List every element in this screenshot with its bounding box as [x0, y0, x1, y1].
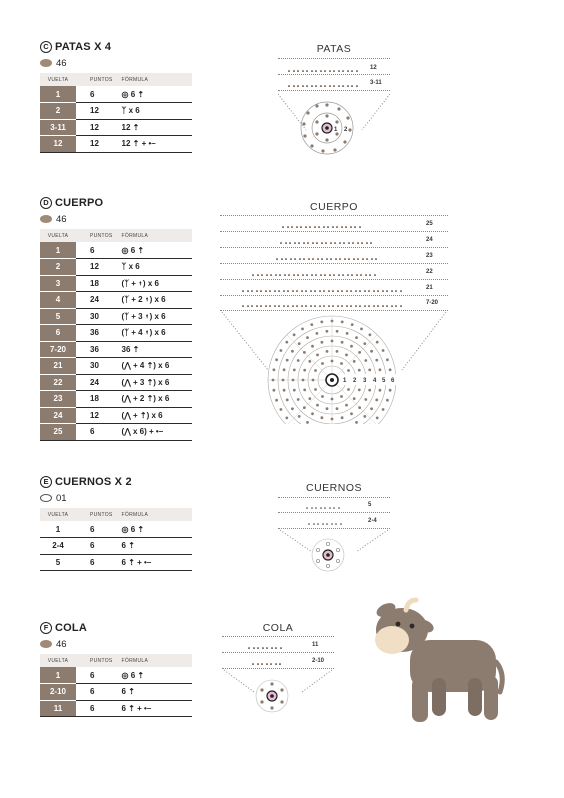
stitch-dot	[310, 323, 313, 326]
cell-vuelta: 2	[40, 259, 76, 276]
cell-puntos: 12	[76, 103, 113, 120]
section-letter: C	[40, 41, 52, 53]
stitch-dot	[389, 368, 392, 371]
stitch-dot	[355, 421, 358, 424]
table-row	[40, 358, 192, 375]
col-vuelta: VUELTA	[40, 508, 76, 521]
stitch-row	[252, 268, 382, 276]
row-label: 12	[370, 65, 377, 71]
cell-puntos: 36	[76, 341, 113, 358]
diagram-cola	[222, 620, 334, 720]
stitch-dot	[303, 389, 306, 392]
cell-vuelta: 3	[40, 275, 76, 292]
cell-vuelta: 3-11	[40, 119, 76, 136]
stitch-dot	[283, 368, 286, 371]
color-code: 46	[56, 213, 67, 225]
col-vuelta: VUELTA	[40, 73, 76, 86]
cell-puntos: 30	[76, 358, 113, 375]
table-row	[40, 119, 192, 136]
cell-vuelta: 23	[40, 391, 76, 408]
section-cola	[40, 621, 192, 717]
cell-formula: ◎ 6 ⇡	[113, 242, 192, 259]
stitch-dot	[350, 412, 353, 415]
stitch-dot	[386, 399, 389, 402]
stitch-dot	[298, 342, 301, 345]
rounds-table	[40, 229, 192, 441]
row-label: 21	[426, 285, 433, 291]
stitch-dot	[370, 350, 373, 353]
stitch-dot	[379, 389, 382, 392]
stitch-dot	[341, 321, 344, 324]
col-formula: FÓRMULA	[113, 229, 192, 242]
cell-vuelta: 25	[40, 424, 76, 441]
section-header	[40, 621, 192, 635]
divider	[220, 263, 448, 264]
donkey-illustration	[372, 596, 508, 726]
cell-formula: ◎ 6 ⇡	[113, 86, 192, 103]
section-header	[40, 196, 192, 210]
svg-text:2: 2	[353, 378, 357, 384]
cell-puntos: 6	[76, 538, 113, 555]
cell-puntos: 6	[76, 684, 113, 701]
cell-puntos: 6	[76, 700, 113, 717]
cell-vuelta: 5	[40, 308, 76, 325]
stitch-dot	[369, 333, 372, 336]
stitch-dot	[291, 350, 294, 353]
rounds-table	[40, 508, 192, 571]
stitch-dot	[272, 379, 275, 382]
stitch-dot	[364, 359, 367, 362]
section-letter: F	[40, 622, 52, 634]
stitch-row	[252, 657, 286, 665]
stitch-dot	[358, 406, 361, 409]
stitch-dot	[285, 417, 288, 420]
row-label: 23	[426, 253, 433, 259]
table-row	[40, 554, 192, 571]
cell-puntos: 36	[76, 325, 113, 342]
row-label: 7-20	[426, 300, 439, 306]
cell-puntos: 6	[76, 667, 113, 684]
stitch-row	[288, 79, 368, 87]
stitch-dot	[331, 360, 334, 363]
table-row	[40, 292, 192, 309]
stitch-row	[306, 501, 346, 509]
stitch-dot	[336, 330, 339, 333]
cell-formula: (ᛉ + 4 ⇡) x 6	[113, 325, 192, 342]
stitch-dot	[314, 369, 317, 372]
section-title: CUERNOS X 2	[55, 476, 132, 488]
diagram-title: PATAS	[316, 43, 352, 55]
cell-puntos: 12	[76, 407, 113, 424]
stitch-dot	[316, 354, 319, 357]
cell-formula: ᛉ x 6	[113, 259, 192, 276]
stitch-dot	[340, 395, 343, 398]
diagram-cuernos	[278, 480, 390, 580]
cell-formula: 6 ⇡ + •–	[113, 700, 192, 717]
stitch-dot	[353, 397, 356, 400]
table-row	[40, 308, 192, 325]
col-formula: FÓRMULA	[113, 73, 192, 86]
table-row	[40, 667, 192, 684]
stitch-dot	[350, 345, 353, 348]
divider	[222, 652, 334, 653]
color-code: 46	[56, 638, 67, 650]
section-header	[40, 40, 192, 54]
cell-formula: ◎ 6 ⇡	[113, 521, 192, 538]
cell-puntos: 12	[76, 119, 113, 136]
col-formula: FÓRMULA	[113, 508, 192, 521]
stitch-dot	[306, 336, 309, 339]
cell-formula: (ᛉ + 3 ⇡) x 6	[113, 308, 192, 325]
col-puntos: PUNTOS	[76, 73, 113, 86]
divider	[220, 247, 448, 248]
stitch-dot	[386, 358, 389, 361]
cell-formula: (⋀ + ⇡) x 6	[113, 407, 192, 424]
stitch-dot	[382, 349, 385, 352]
stitch-dot	[389, 389, 392, 392]
magic-ring-diagram	[222, 668, 334, 720]
stitch-dot	[358, 351, 361, 354]
stitch-dot	[347, 388, 350, 391]
stitch-dot	[291, 407, 294, 410]
rounds-table	[40, 73, 192, 153]
stitch-dot	[353, 360, 356, 363]
stitch-dot	[311, 345, 314, 348]
stitch-dot	[316, 404, 319, 407]
stitch-dot	[336, 407, 339, 410]
svg-text:3: 3	[363, 378, 367, 384]
diagram-title: COLA	[262, 622, 294, 634]
yarn-color	[40, 492, 192, 504]
stitch-dot	[351, 323, 354, 326]
stitch-dot	[311, 412, 314, 415]
stitch-dot	[308, 397, 311, 400]
stitch-dot	[286, 359, 289, 362]
stitch-row	[242, 284, 404, 292]
cell-puntos: 30	[76, 308, 113, 325]
cell-puntos: 12	[76, 259, 113, 276]
yarn-swatch-icon	[40, 215, 52, 223]
cell-vuelta: 1	[40, 521, 76, 538]
svg-text:1: 1	[334, 127, 338, 133]
stitch-dot	[331, 398, 334, 401]
row-label: 2-10	[312, 658, 325, 664]
magic-ring-diagram	[278, 528, 390, 578]
diagram-title: CUERPO	[310, 201, 358, 213]
section-header	[40, 475, 192, 489]
cell-puntos: 6	[76, 521, 113, 538]
stitch-dot	[321, 362, 324, 365]
stitch-dot	[293, 369, 296, 372]
divider	[220, 231, 448, 232]
stitch-dot	[321, 416, 324, 419]
cell-formula: (⋀ + 4 ⇡) x 6	[113, 358, 192, 375]
cell-puntos: 6	[76, 424, 113, 441]
table-row	[40, 684, 192, 701]
divider	[278, 512, 390, 513]
cell-vuelta: 24	[40, 407, 76, 424]
stitch-dot	[326, 350, 329, 353]
row-label: 3-11	[370, 80, 382, 86]
color-code: 01	[56, 492, 67, 504]
rounds-table	[40, 654, 192, 717]
cell-formula: 6 ⇡	[113, 538, 192, 555]
cell-vuelta: 6	[40, 325, 76, 342]
stitch-dot	[326, 407, 329, 410]
stitch-dot	[314, 388, 317, 391]
stitch-row	[280, 236, 376, 244]
section-patas	[40, 40, 192, 153]
cell-vuelta: 4	[40, 292, 76, 309]
magic-ring-diagram	[220, 310, 448, 424]
table-row	[40, 700, 192, 717]
svg-text:1: 1	[343, 378, 347, 384]
stitch-dot	[363, 342, 366, 345]
cell-vuelta: 1	[40, 667, 76, 684]
stitch-row	[308, 517, 346, 525]
col-puntos: PUNTOS	[76, 654, 113, 667]
diagram-cuerpo	[220, 198, 448, 428]
cell-puntos: 6	[76, 554, 113, 571]
stitch-dot	[293, 333, 296, 336]
stitch-dot	[321, 395, 324, 398]
stitch-dot	[312, 379, 315, 382]
stitch-dot	[375, 359, 378, 362]
cell-formula: (⋀ + 2 ⇡) x 6	[113, 391, 192, 408]
stitch-dot	[376, 417, 379, 420]
stitch-dot	[355, 336, 358, 339]
cell-formula: (ᛉ + ⇡) x 6	[113, 275, 192, 292]
cell-formula: ◎ 6 ⇡	[113, 667, 192, 684]
cell-formula: ᛉ x 6	[113, 103, 192, 120]
stitch-dot	[283, 389, 286, 392]
stitch-dot	[382, 408, 385, 411]
cell-vuelta: 22	[40, 374, 76, 391]
stitch-dot	[331, 320, 334, 323]
stitch-dot	[285, 341, 288, 344]
table-row	[40, 374, 192, 391]
cell-formula: 36 ⇡	[113, 341, 192, 358]
yarn-color	[40, 213, 192, 225]
stitch-dot	[368, 389, 371, 392]
divider	[220, 295, 448, 296]
row-label: 25	[426, 221, 433, 227]
row-label: 2-4	[368, 518, 377, 524]
divider	[220, 215, 448, 216]
stitch-dot	[363, 415, 366, 418]
stitch-dot	[331, 418, 334, 421]
table-row	[40, 407, 192, 424]
stitch-dot	[298, 415, 301, 418]
section-letter: D	[40, 197, 52, 209]
section-letter: E	[40, 476, 52, 488]
stitch-dot	[341, 341, 344, 344]
stitch-dot	[345, 404, 348, 407]
svg-text:2: 2	[344, 127, 348, 133]
stitch-dot	[345, 354, 348, 357]
stitch-dot	[275, 399, 278, 402]
stitch-row	[248, 641, 288, 649]
cell-puntos: 6	[76, 86, 113, 103]
stitch-row	[282, 220, 364, 228]
cell-formula: 6 ⇡ + •–	[113, 554, 192, 571]
stitch-dot	[360, 328, 363, 331]
table-row	[40, 259, 192, 276]
stitch-dot	[321, 341, 324, 344]
stitch-dot	[293, 389, 296, 392]
stitch-dot	[303, 406, 306, 409]
stitch-dot	[341, 416, 344, 419]
section-title: PATAS X 4	[55, 41, 112, 53]
cell-formula: (⋀ x 6) + •–	[113, 424, 192, 441]
table-row	[40, 521, 192, 538]
stitch-dot	[303, 369, 306, 372]
section-title: CUERPO	[55, 197, 104, 209]
cell-formula: (⋀ + 3 ⇡) x 6	[113, 374, 192, 391]
section-cuerpo	[40, 196, 192, 441]
col-puntos: PUNTOS	[76, 229, 113, 242]
stitch-dot	[379, 368, 382, 371]
section-title: COLA	[55, 622, 87, 634]
yarn-color	[40, 57, 192, 69]
stitch-dot	[370, 407, 373, 410]
svg-text:4: 4	[373, 378, 377, 384]
cell-vuelta: 2	[40, 103, 76, 120]
cell-formula: 12 ⇡	[113, 119, 192, 136]
table-row	[40, 103, 192, 120]
table-row	[40, 538, 192, 555]
stitch-dot	[320, 321, 323, 324]
stitch-dot	[331, 340, 334, 343]
stitch-dot	[375, 399, 378, 402]
cell-vuelta: 5	[40, 554, 76, 571]
stitch-dot	[292, 379, 295, 382]
cell-formula: 6 ⇡	[113, 684, 192, 701]
cell-vuelta: 1	[40, 86, 76, 103]
cell-vuelta: 12	[40, 136, 76, 153]
table-row	[40, 341, 192, 358]
stitch-dot	[326, 330, 329, 333]
cell-puntos: 18	[76, 391, 113, 408]
stitch-dot	[303, 351, 306, 354]
stitch-dot	[297, 398, 300, 401]
diagram-patas	[278, 40, 390, 170]
table-row	[40, 136, 192, 153]
svg-text:6: 6	[391, 378, 395, 384]
stitch-dot	[358, 389, 361, 392]
stitch-dot	[368, 369, 371, 372]
stitch-dot	[346, 332, 349, 335]
divider	[220, 279, 448, 280]
stitch-dot	[280, 349, 283, 352]
stitch-dot	[273, 389, 276, 392]
table-row	[40, 275, 192, 292]
stitch-row	[288, 64, 368, 72]
magic-ring-diagram	[278, 90, 390, 170]
color-code: 46	[56, 57, 67, 69]
row-label: 5	[368, 502, 372, 508]
stitch-row	[242, 299, 406, 307]
stitch-dot	[308, 360, 311, 363]
cell-puntos: 24	[76, 292, 113, 309]
table-row	[40, 424, 192, 441]
stitch-dot	[358, 369, 361, 372]
row-label: 11	[312, 642, 319, 648]
stitch-dot	[301, 328, 304, 331]
stitch-dot	[297, 359, 300, 362]
yarn-swatch-icon	[40, 59, 52, 67]
divider	[222, 636, 334, 637]
divider	[278, 497, 390, 498]
table-row	[40, 325, 192, 342]
cell-puntos: 6	[76, 242, 113, 259]
stitch-dot	[316, 332, 319, 335]
col-formula: FÓRMULA	[113, 654, 192, 667]
stitch-dot	[376, 341, 379, 344]
yarn-swatch-icon	[40, 494, 52, 502]
stitch-dot	[340, 362, 343, 365]
divider	[278, 74, 390, 75]
cell-vuelta: 7-20	[40, 341, 76, 358]
stitch-dot	[302, 379, 305, 382]
stitch-dot	[275, 358, 278, 361]
stitch-dot	[280, 408, 283, 411]
cell-vuelta: 2-10	[40, 684, 76, 701]
stitch-dot	[336, 350, 339, 353]
col-puntos: PUNTOS	[76, 508, 113, 521]
row-label: 24	[426, 237, 433, 243]
table-row	[40, 242, 192, 259]
stitch-dot	[306, 421, 309, 424]
stitch-dot	[273, 368, 276, 371]
stitch-dot	[282, 379, 285, 382]
cell-puntos: 12	[76, 136, 113, 153]
svg-text:5: 5	[382, 378, 386, 384]
cell-formula: 12 ⇡ + •–	[113, 136, 192, 153]
cell-vuelta: 1	[40, 242, 76, 259]
divider	[278, 58, 390, 59]
col-vuelta: VUELTA	[40, 229, 76, 242]
cell-vuelta: 2-4	[40, 538, 76, 555]
col-vuelta: VUELTA	[40, 654, 76, 667]
yarn-swatch-icon	[40, 640, 52, 648]
table-row	[40, 86, 192, 103]
stitch-dot	[286, 399, 289, 402]
row-label: 22	[426, 269, 433, 275]
section-cuernos	[40, 475, 192, 571]
diagram-title: CUERNOS	[305, 482, 362, 494]
cell-puntos: 24	[76, 374, 113, 391]
yarn-color	[40, 638, 192, 650]
cell-vuelta: 21	[40, 358, 76, 375]
cell-formula: (ᛉ + 2 ⇡) x 6	[113, 292, 192, 309]
cell-vuelta: 11	[40, 700, 76, 717]
cell-puntos: 18	[76, 275, 113, 292]
stitch-dot	[347, 369, 350, 372]
table-row	[40, 391, 192, 408]
stitch-row	[276, 252, 382, 260]
stitch-dot	[364, 398, 367, 401]
